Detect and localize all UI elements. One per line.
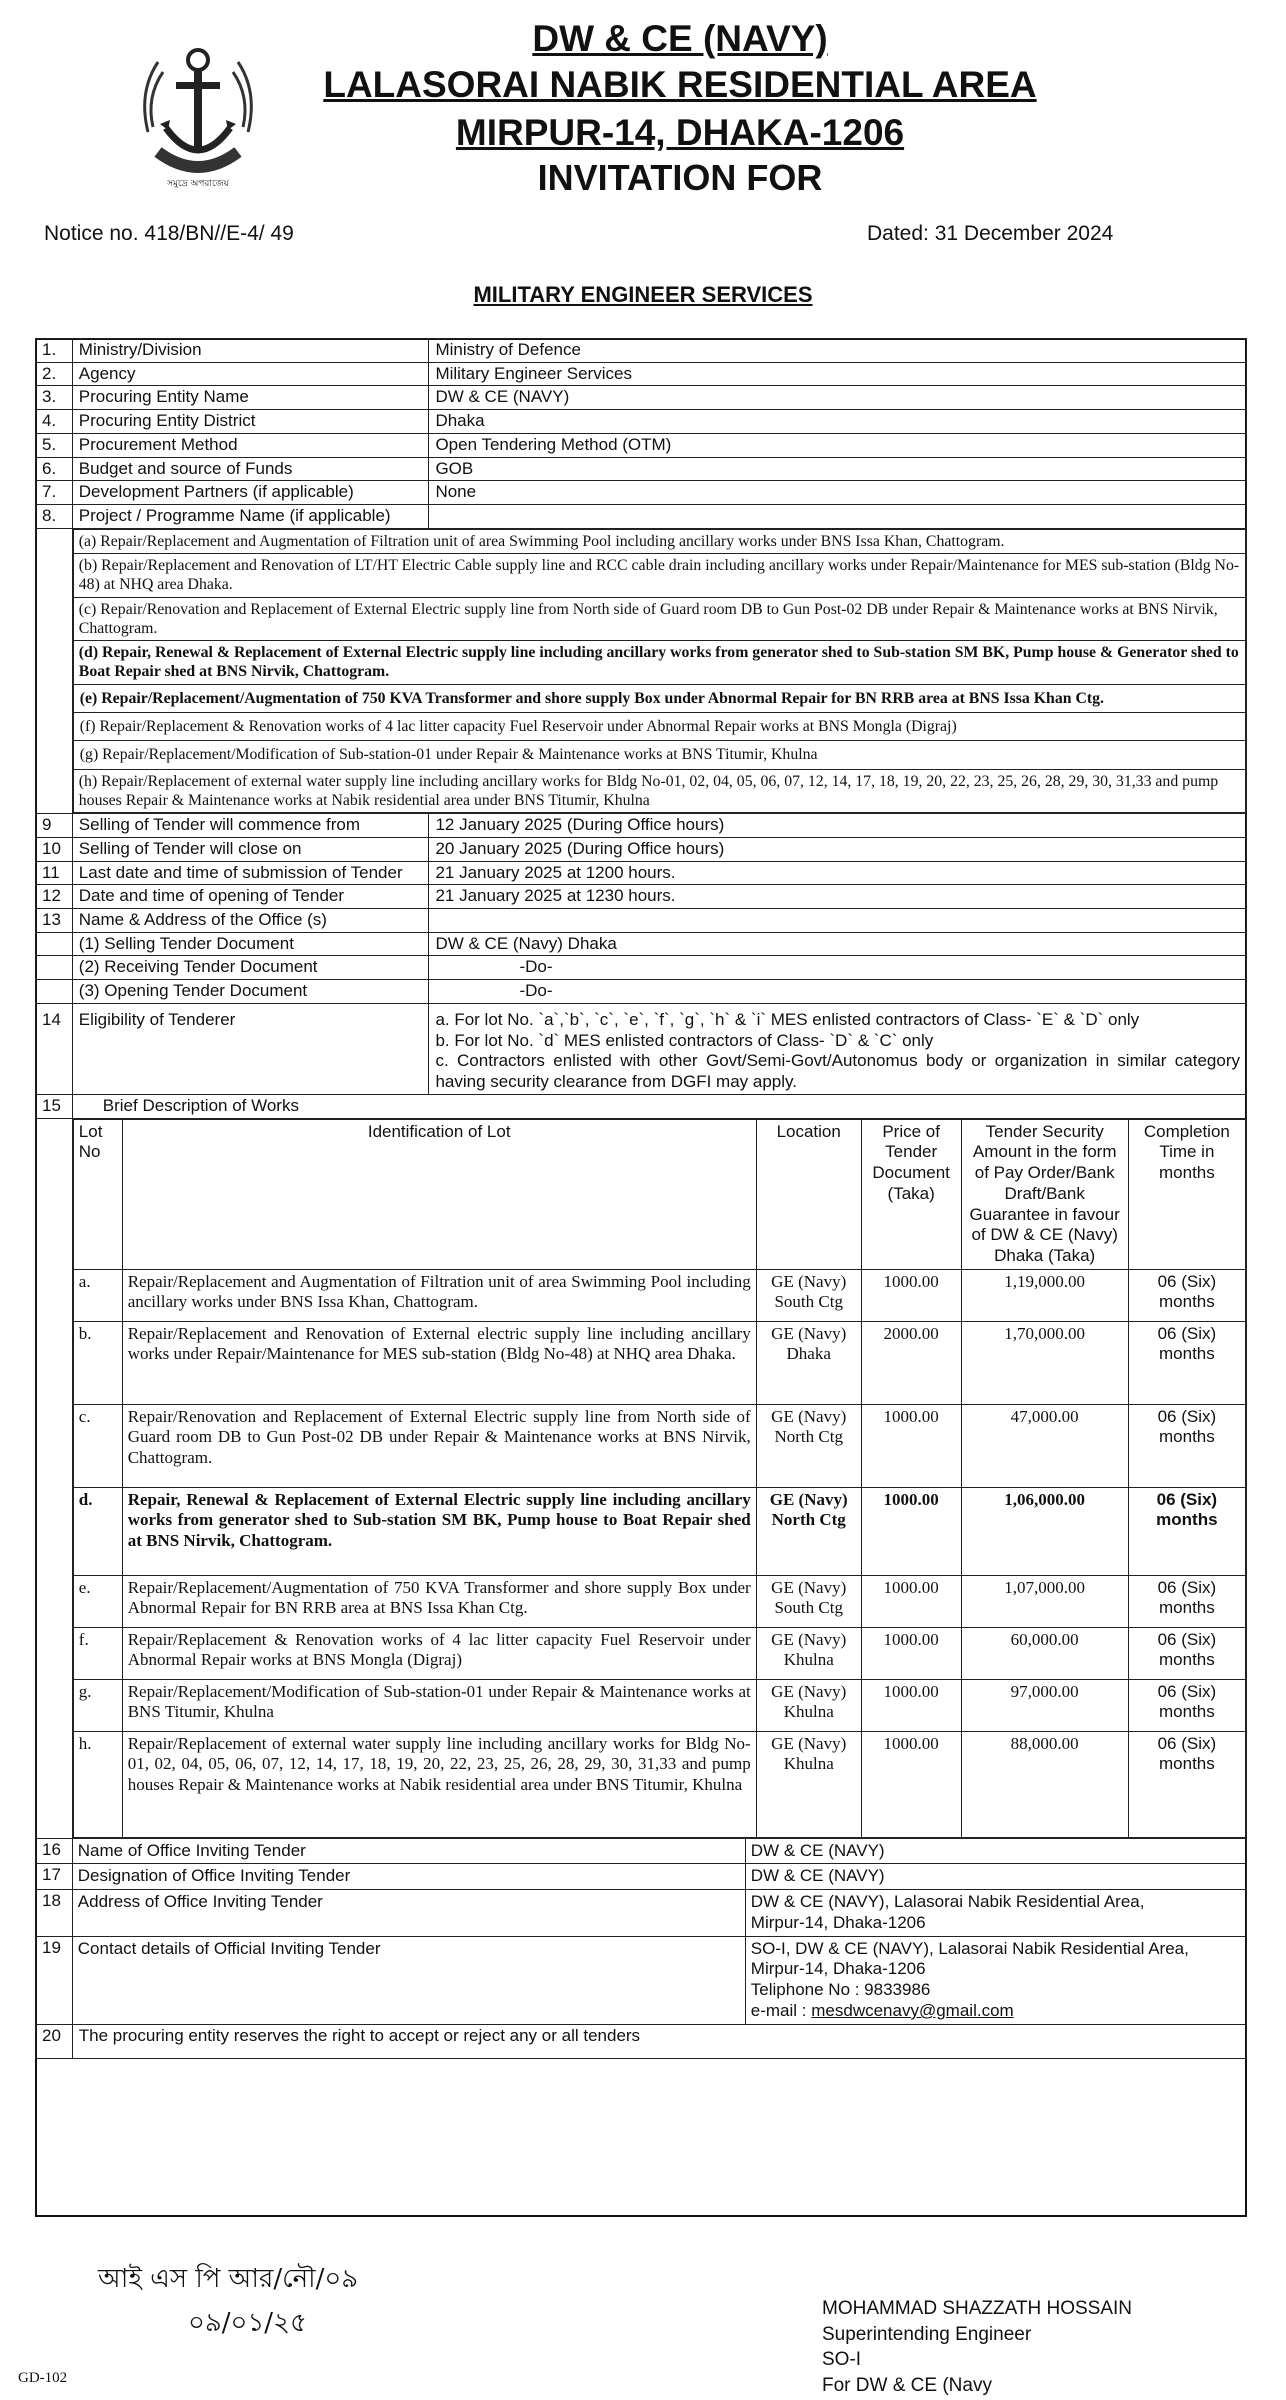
lot-location: GE (Navy) Khulna <box>756 1731 861 1837</box>
lot-description: Repair/Replacement and Renovation of External electric supply line including ancillary works under Repair/Maintenance for MES sub-station (Bldg No-48) at NHQ area Dhaka. <box>122 1321 756 1404</box>
eligibility-line-a: a. For lot No. `a`,`b`, `c`, `e`, `f`, `g`, `h` & `i` MES enlisted contractors of Class- `E` & `D` only <box>435 1009 1140 1029</box>
office-value: DW & CE (Navy) Dhaka <box>429 932 1247 956</box>
row-19 <box>36 1936 1247 2024</box>
lot-location: GE (Navy) Khulna <box>756 1679 861 1731</box>
project-item-c: (c) Repair/Renovation and Replacement of External Electric supply line from North side of Guard room DB to Gun Post-02 DB under Repair & Maintenance works at BNS Nirvik, Chattogram. <box>73 597 1245 641</box>
lot-price: 1000.00 <box>861 1487 961 1575</box>
row-14 <box>36 1003 1247 1094</box>
notice-date: Dated: 31 December 2024 <box>867 222 1114 245</box>
row-label: Date and time of opening of Tender <box>72 885 429 909</box>
header-line-2: LALASORAI NABIK RESIDENTIAL AREA <box>323 64 1037 105</box>
row-number: 12 <box>36 885 73 909</box>
lot-id: d. <box>73 1487 122 1575</box>
lot-security: 1,06,000.00 <box>961 1487 1128 1575</box>
handwritten-reference: আই এস পি আর/নৌ/০৯ <box>98 2264 359 2294</box>
lot-security: 1,07,000.00 <box>961 1575 1128 1627</box>
row-label: Selling of Tender will commence from <box>72 814 429 838</box>
notice-number: Notice no. 418/BN//E-4/ 49 <box>44 222 294 245</box>
handwritten-date: ০৯/০১/২৫ <box>188 2308 307 2338</box>
row-number: 4. <box>36 410 73 434</box>
row-13-sub-3 <box>36 980 1247 1004</box>
office-value: -Do- <box>429 980 1247 1004</box>
row-value: GOB <box>429 457 1247 481</box>
lot-row-c <box>73 1404 1245 1487</box>
row-4 <box>36 410 1247 434</box>
lot-row-f <box>73 1627 1245 1679</box>
row-18 <box>36 1890 1247 1936</box>
row-value: DW & CE (NAVY) <box>750 1866 885 1886</box>
signatory-title: Superintending Engineer <box>822 2323 1032 2345</box>
lot-id: a. <box>73 1269 122 1321</box>
office-value: -Do- <box>429 956 1247 980</box>
row-8 <box>36 505 1247 529</box>
works-header-row <box>73 1119 1245 1269</box>
lot-row-g <box>73 1679 1245 1731</box>
row-number: 17 <box>36 1864 73 1890</box>
row-number: 15 <box>36 1094 73 1118</box>
row-label: Name & Address of the Office (s) <box>72 909 429 933</box>
lot-description: Repair/Replacement of external water supply line including ancillary works for Bldg No-01, 02, 04, 05, 06, 07, 12, 14, 17, 18, 19, 20, 22, 23, 25, 26, 28, 29, 30, 31,33 and pump houses Repair & Maintenance works at Nabik residential area under BNS Titumir, Khulna <box>122 1731 756 1837</box>
row-value: Open Tendering Method (OTM) <box>429 433 1247 457</box>
row-15 <box>36 1094 1247 1118</box>
row-7 <box>36 481 1247 505</box>
office-label: (3) Opening Tender Document <box>72 980 429 1004</box>
row-number: 16 <box>36 1838 73 1864</box>
lot-row-d <box>73 1487 1245 1575</box>
section-subtitle: MILITARY ENGINEER SERVICES <box>473 282 813 307</box>
email-label: e-mail : <box>750 2000 812 2020</box>
row-8-items <box>36 528 1247 813</box>
lot-location: GE (Navy) Khulna <box>756 1627 861 1679</box>
lot-location: GE (Navy) South Ctg <box>756 1269 861 1321</box>
lot-security: 88,000.00 <box>961 1731 1128 1837</box>
project-item-d: (d) Repair, Renewal & Replacement of External Electric supply line including ancillary works from generator shed to Sub-station SM BK, Pump house & Generator shed to Boat Repair shed at BNS Nirvik, Chattogram. <box>73 641 1245 685</box>
lot-id: g. <box>73 1679 122 1731</box>
row-value: Ministry of Defence <box>429 339 1247 363</box>
row-value: None <box>429 481 1247 505</box>
header-security: Tender Security Amount in the form of Pay Order/Bank Draft/Bank Guarantee in favour of DW & CE (Navy) Dhaka (Taka) <box>961 1119 1128 1269</box>
row-value: DW & CE (NAVY) <box>750 1840 885 1860</box>
signatory-rank: SO-I <box>822 2349 862 2371</box>
row-number: 6. <box>36 457 73 481</box>
header-price: Price of Tender Document (Taka) <box>861 1119 961 1269</box>
row-value: 21 January 2025 at 1200 hours. <box>429 861 1247 885</box>
row-value: 12 January 2025 (During Office hours) <box>429 814 1247 838</box>
address-line-1: DW & CE (NAVY), Lalasorai Nabik Residential Area, <box>750 1892 1145 1912</box>
row-label: Contact details of Official Inviting Tender <box>73 1937 746 2024</box>
project-item-b: (b) Repair/Replacement and Renovation of LT/HT Electric Cable supply line and RCC cable drain including ancillary works under Repair/Maintenance for MES sub-station (Bldg No-48) at NHQ area Dhaka. <box>73 554 1245 598</box>
lot-row-h <box>73 1731 1245 1837</box>
contact-email-link[interactable]: mesdwcenavy@gmail.com <box>811 2000 1014 2020</box>
row-6 <box>36 457 1247 481</box>
lot-location: GE (Navy) North Ctg <box>756 1404 861 1487</box>
header-line-1: DW & CE (NAVY) <box>532 18 828 59</box>
row-value: 21 January 2025 at 1230 hours. <box>429 885 1247 909</box>
header-location: Location <box>756 1119 861 1269</box>
row-label: Procuring Entity Name <box>72 386 429 410</box>
row-number: 10 <box>36 837 73 861</box>
header-line-3: MIRPUR-14, DHAKA-1206 <box>455 112 905 153</box>
header-line-4: INVITATION FOR <box>537 157 823 198</box>
row-number: 3. <box>36 386 73 410</box>
lot-description: Repair/Replacement and Augmentation of Filtration unit of area Swimming Pool including ancillary works under BNS Issa Khan, Chattogram. <box>122 1269 756 1321</box>
row-2 <box>36 362 1247 386</box>
signature-block <box>822 2296 1132 2399</box>
row-number: 2. <box>36 362 73 386</box>
lot-time: 06 (Six) months <box>1128 1404 1245 1487</box>
row-value: 20 January 2025 (During Office hours) <box>429 837 1247 861</box>
row-3 <box>36 386 1247 410</box>
lot-price: 1000.00 <box>861 1731 961 1837</box>
contact-line-1: SO-I, DW & CE (NAVY), Lalasorai Nabik Residential Area, <box>750 1938 1189 1958</box>
row-1 <box>36 339 1247 363</box>
row-label: Selling of Tender will close on <box>72 837 429 861</box>
row-13-sub-2 <box>36 956 1247 980</box>
lot-location: GE (Navy) Dhaka <box>756 1321 861 1404</box>
signatory-for: For DW & CE (Navy <box>822 2374 992 2396</box>
tender-details-table <box>35 338 1247 2059</box>
contact-email-line <box>751 2001 1241 2022</box>
row-20 <box>36 2024 1247 2059</box>
header-lot-no: Lot No <box>73 1119 122 1269</box>
lot-price: 2000.00 <box>861 1321 961 1404</box>
row-number: 7. <box>36 481 73 505</box>
lot-description: Repair, Renewal & Replacement of External Electric supply line including ancillary works from generator shed to Sub-station SM BK, Pump house to Boat Repair shed at BNS Nirvik, Chattogram. <box>122 1487 756 1575</box>
lot-time: 06 (Six) months <box>1128 1321 1245 1404</box>
project-item-h: (h) Repair/Replacement of external water supply line including ancillary works for Bldg No-01, 02, 04, 05, 06, 07, 12, 14, 17, 18, 19, 20, 22, 23, 25, 26, 28, 29, 30, 31,33 and pump houses Repair & Maintenance works at Nabik residential area under BNS Titumir, Khulna <box>73 769 1245 813</box>
lot-row-b <box>73 1321 1245 1404</box>
eligibility-line-b: b. For lot No. `d` MES enlisted contractors of Class- `D` & `C` only <box>435 1030 934 1050</box>
project-item-a: (a) Repair/Replacement and Augmentation of Filtration unit of area Swimming Pool including ancillary works under BNS Issa Khan, Chattogram. <box>73 529 1245 553</box>
lot-time: 06 (Six) months <box>1128 1269 1245 1321</box>
lot-id: c. <box>73 1404 122 1487</box>
row-number: 14 <box>36 1003 73 1094</box>
row-number: 9 <box>36 814 73 838</box>
lot-location: GE (Navy) South Ctg <box>756 1575 861 1627</box>
project-item-f: (f) Repair/Replacement & Renovation works of 4 lac litter capacity Fuel Reservoir under Abnormal Repair works at BNS Mongla (Digraj) <box>73 713 1245 741</box>
row-10 <box>36 837 1247 861</box>
lot-location: GE (Navy) North Ctg <box>756 1487 861 1575</box>
row-label: Development Partners (if applicable) <box>72 481 429 505</box>
row-label: Address of Office Inviting Tender <box>73 1890 746 1935</box>
row-value: Dhaka <box>429 410 1247 434</box>
office-label: (2) Receiving Tender Document <box>72 956 429 980</box>
row-number: 19 <box>36 1936 73 2024</box>
row-number: 5. <box>36 433 73 457</box>
row-number: 13 <box>36 909 73 933</box>
office-label: (1) Selling Tender Document <box>72 932 429 956</box>
contact-line-2: Mirpur-14, Dhaka-1206 <box>750 1959 926 1979</box>
row-label: Project / Programme Name (if applicable) <box>72 505 429 529</box>
row-value: DW & CE (NAVY) <box>429 386 1247 410</box>
lot-security: 1,19,000.00 <box>961 1269 1128 1321</box>
lot-price: 1000.00 <box>861 1627 961 1679</box>
lot-time: 06 (Six) months <box>1128 1627 1245 1679</box>
row-label: Procurement Method <box>72 433 429 457</box>
lot-price: 1000.00 <box>861 1575 961 1627</box>
lot-description: Repair/Replacement & Renovation works of 4 lac litter capacity Fuel Reservoir under Abnormal Repair works at BNS Mongla (Digraj) <box>122 1627 756 1679</box>
lot-id: b. <box>73 1321 122 1404</box>
project-item-g: (g) Repair/Replacement/Modification of Sub-station-01 under Repair & Maintenance works at BNS Titumir, Khulna <box>73 741 1245 769</box>
header-completion: Completion Time in months <box>1128 1119 1245 1269</box>
row-5 <box>36 433 1247 457</box>
lot-description: Repair/Renovation and Replacement of External Electric supply line from North side of Guard room DB to Gun Post-02 DB under Repair & Maintenance works at BNS Nirvik, Chattogram. <box>122 1404 756 1487</box>
svg-text:সমুদ্রে অপরাজেয়: সমুদ্রে অপরাজেয় <box>167 179 229 189</box>
lot-time: 06 (Six) months <box>1128 1679 1245 1731</box>
signatory-name: MOHAMMAD SHAZZATH HOSSAIN <box>822 2298 1132 2319</box>
lot-id: h. <box>73 1731 122 1837</box>
eligibility-line-c: c. Contractors enlisted with other Govt/Semi-Govt/Autonomus body or organization in similar category having security clearance from DGFI may apply. <box>435 1051 1240 1092</box>
lot-price: 1000.00 <box>861 1269 961 1321</box>
lot-security: 60,000.00 <box>961 1627 1128 1679</box>
row-label: Ministry/Division <box>72 339 429 363</box>
lot-description: Repair/Replacement/Augmentation of 750 KVA Transformer and shore supply Box under Abnormal Repair for BN RRB area at BNS Issa Khan Ctg. <box>122 1575 756 1627</box>
row-15-works <box>36 1118 1247 1838</box>
row-label: Designation of Office Inviting Tender <box>73 1864 746 1889</box>
row-label: Agency <box>72 362 429 386</box>
lot-security: 47,000.00 <box>961 1404 1128 1487</box>
lot-price: 1000.00 <box>861 1679 961 1731</box>
row-number: 20 <box>36 2024 73 2059</box>
row-label: Eligibility of Tenderer <box>72 1003 429 1094</box>
lot-row-e <box>73 1575 1245 1627</box>
contact-phone: Teliphone No : 9833986 <box>750 1980 931 2000</box>
lot-security: 97,000.00 <box>961 1679 1128 1731</box>
header-identification: Identification of Lot <box>122 1119 756 1269</box>
lot-security: 1,70,000.00 <box>961 1321 1128 1404</box>
project-item-e: (e) Repair/Replacement/Augmentation of 750 KVA Transformer and shore supply Box under Abnormal Repair for BN RRB area at BNS Issa Khan Ctg. <box>73 684 1245 712</box>
lot-description: Repair/Replacement/Modification of Sub-station-01 under Repair & Maintenance works at BNS Titumir, Khulna <box>122 1679 756 1731</box>
row-label: Brief Description of Works <box>72 1094 1246 1118</box>
lot-id: e. <box>73 1575 122 1627</box>
document-code: GD-102 <box>18 2370 68 2386</box>
row-number: 8. <box>36 505 73 529</box>
lot-time: 06 (Six) months <box>1128 1487 1245 1575</box>
row-16 <box>36 1838 1247 1864</box>
row-12 <box>36 885 1247 909</box>
lot-row-a <box>73 1269 1245 1321</box>
row-number: 18 <box>36 1890 73 1936</box>
row-label: Procuring Entity District <box>72 410 429 434</box>
row-number: 1. <box>36 339 73 363</box>
row-label: Name of Office Inviting Tender <box>73 1839 746 1864</box>
address-line-2: Mirpur-14, Dhaka-1206 <box>750 1912 926 1932</box>
row-label: The procuring entity reserves the right to accept or reject any or all tenders <box>72 2024 1246 2059</box>
row-label: Last date and time of submission of Tender <box>72 861 429 885</box>
lot-price: 1000.00 <box>861 1404 961 1487</box>
row-9 <box>36 814 1247 838</box>
row-value: Military Engineer Services <box>429 362 1247 386</box>
row-13-sub-1 <box>36 932 1247 956</box>
row-17 <box>36 1864 1247 1890</box>
row-number: 11 <box>36 861 73 885</box>
lot-time: 06 (Six) months <box>1128 1575 1245 1627</box>
row-label: Budget and source of Funds <box>72 457 429 481</box>
works-table <box>73 1119 1246 1838</box>
row-13 <box>36 909 1247 933</box>
row-11 <box>36 861 1247 885</box>
lot-id: f. <box>73 1627 122 1679</box>
lot-time: 06 (Six) months <box>1128 1731 1245 1837</box>
